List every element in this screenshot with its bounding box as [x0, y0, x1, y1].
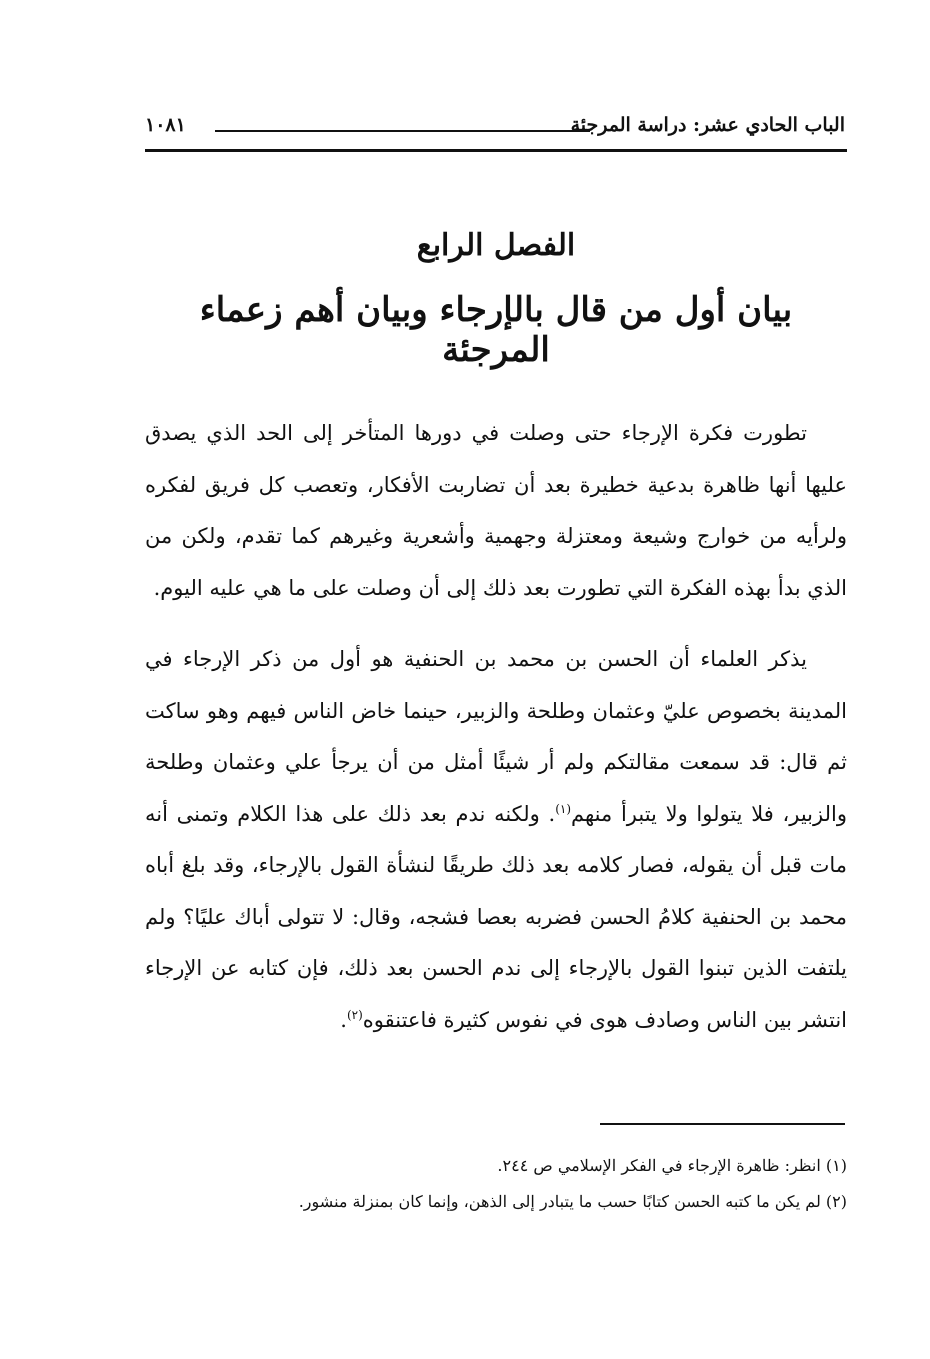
paragraph-text: .: [340, 1007, 347, 1032]
paragraph: تطورت فكرة الإرجاء حتى وصلت في دورها المتأخر إلى الحد الذي يصدق عليها أنها ظاهرة بدعية خطيرة بعد أن تضاربت الأفكار، وتعصب كل فريق لفكره ولرأيه من خوارج وشيعة ومعتزلة وجهمية وأشعرية وغيرهم كما تقدم، ولكن من الذي بدأ بهذه الفكرة التي تطورت بعد ذلك إلى أن وصلت على ما هي عليه اليوم.: [145, 421, 847, 600]
footnote: (٢) لم يكن ما كتبه الحسن كتابًا حسب ما يتبادر إلى الذهن، وإنما كان بمنزلة منشور.: [298, 1192, 847, 1211]
paragraph-text: . ولكنه ندم بعد ذلك على هذا الكلام وتمنى أنه مات قبل أن يقوله، فصار كلامه بعد ذلك طريقًا لنشأة القول بالإرجاء، وقد بلغ أباه محمد بن الحنفية كلامُ الحسن فضربه بعصا فشجه، وقال: لا تتولى أباك عليًا؟ ولم يلتفت الذين تبنوا القول بالإرجاء إلى ندم الحسن بعد ذلك، فإن كتابه عن الإرجاء انتشر بين الناس وصادف هوى في نفوس كثيرة فاعتنقوه: [145, 801, 847, 1032]
body-text: [145, 408, 847, 1066]
paragraph-text: يذكر العلماء أن الحسن بن محمد بن الحنفية هو أول من ذكر الإرجاء في المدينة بخصوص عليّ وعثمان وطلحة والزبير، حينما خاض الناس فيهم وهو ساكت ثم قال: قد سمعت مقالتكم ولم أر شيئًا أمثل من أن يرجأ علي وعثمان وطلحة والزبير، فلا يتولوا ولا يتبرأ منهم: [145, 647, 847, 826]
footnote-rule: [600, 1123, 845, 1125]
header-dash-line: [215, 130, 590, 132]
footnotes: [145, 1148, 847, 1220]
chapter-title: بيان أول من قال بالإرجاء وبيان أهم زعماء المرجئة: [199, 290, 793, 370]
footnote: (١) انظر: ظاهرة الإرجاء في الفكر الإسلامي ص ٢٤٤.: [497, 1156, 847, 1175]
running-header: [145, 112, 845, 152]
footnote-ref[interactable]: (٢): [346, 1007, 363, 1022]
header-rule: [145, 149, 847, 152]
footnote-ref[interactable]: (١): [555, 801, 572, 816]
header-title: الباب الحادي عشر: دراسة المرجئة: [570, 114, 845, 136]
chapter-label: الفصل الرابع: [416, 228, 576, 263]
page-number: ١٠٨١: [145, 114, 186, 136]
paragraph: [145, 634, 847, 1046]
